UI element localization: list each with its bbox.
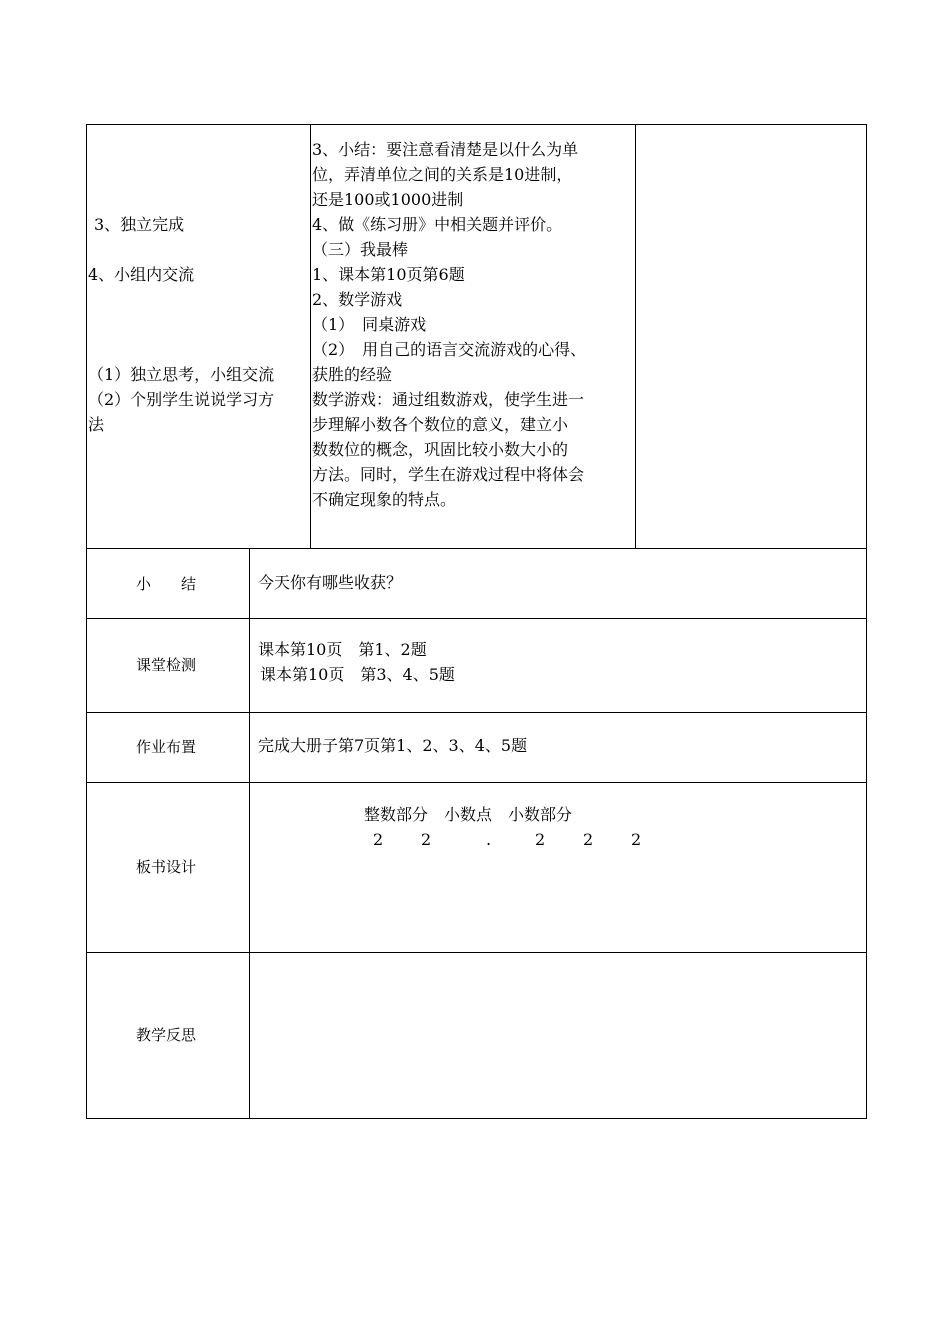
process-line: （2） 用自己的语言交流游戏的心得、 — [312, 340, 587, 359]
homework-label: 作业布置 — [136, 738, 197, 756]
border-row3-bottom — [86, 712, 867, 713]
process-line: 还是100或1000进制 — [312, 190, 464, 209]
process-line: 3、小结：要注意看清楚是以什么为单 — [312, 140, 579, 159]
border-top — [86, 124, 867, 125]
process-line: 数数位的概念，巩固比较小数大小的 — [312, 440, 569, 459]
reflection-label: 教学反思 — [136, 1026, 197, 1044]
board-label: 板书设计 — [136, 858, 197, 876]
process-line: 步理解小数各个数位的意义，建立小 — [312, 415, 569, 434]
teaching-process-text — [312, 137, 632, 512]
border-right — [866, 124, 867, 1119]
process-line: （三）我最棒 — [312, 240, 409, 259]
border-label-col — [249, 548, 250, 1118]
summary-label: 小 结 — [136, 575, 197, 593]
step-group-exchange: 4、小组内交流 — [88, 265, 195, 284]
border-row2-bottom — [86, 618, 867, 619]
board-decimal-point: . — [486, 830, 492, 849]
process-line: 4、做《练习册》中相关题并评价。 — [312, 215, 563, 234]
process-line: 2、数学游戏 — [312, 290, 403, 309]
process-line: 数学游戏：通过组数游戏，使学生进一 — [312, 390, 585, 409]
border-row4-bottom — [86, 782, 867, 783]
board-digit: 2 — [421, 830, 432, 849]
process-line: （1） 同桌游戏 — [312, 315, 427, 334]
border-bottom — [86, 1118, 867, 1119]
process-line: 方法。同时，学生在游戏过程中将体会 — [312, 465, 585, 484]
process-line: 不确定现象的特点。 — [312, 490, 457, 509]
border-top-col2 — [635, 124, 636, 548]
border-row1-bottom — [86, 548, 867, 549]
substep-think-exchange: （1）独立思考，小组交流 — [88, 365, 275, 384]
summary-content: 今天你有哪些收获？ — [258, 573, 403, 592]
process-line: 位，弄清单位之间的关系是10进制， — [312, 165, 573, 184]
check-line-2: 课本第10页 第3、4、5题 — [260, 665, 455, 684]
board-digit: 2 — [583, 830, 594, 849]
board-digit: 2 — [631, 830, 642, 849]
board-headings: 整数部分 小数点 小数部分 — [364, 805, 573, 824]
substep-share-method-2: 法 — [88, 415, 105, 434]
border-left — [86, 124, 87, 1119]
step-independent: 3、独立完成 — [94, 215, 185, 234]
check-label: 课堂检测 — [136, 656, 197, 674]
border-row5-bottom — [86, 952, 867, 953]
board-digit: 2 — [373, 830, 384, 849]
homework-content: 完成大册子第7页第1、2、3、4、5题 — [258, 736, 528, 755]
border-top-col1 — [310, 124, 311, 548]
process-line: 获胜的经验 — [312, 365, 393, 384]
process-line: 1、课本第10页第6题 — [312, 265, 465, 284]
board-digit: 2 — [535, 830, 546, 849]
substep-share-method-1: （2）个别学生说说学习方 — [88, 390, 275, 409]
check-line-1: 课本第10页 第1、2题 — [258, 640, 427, 659]
